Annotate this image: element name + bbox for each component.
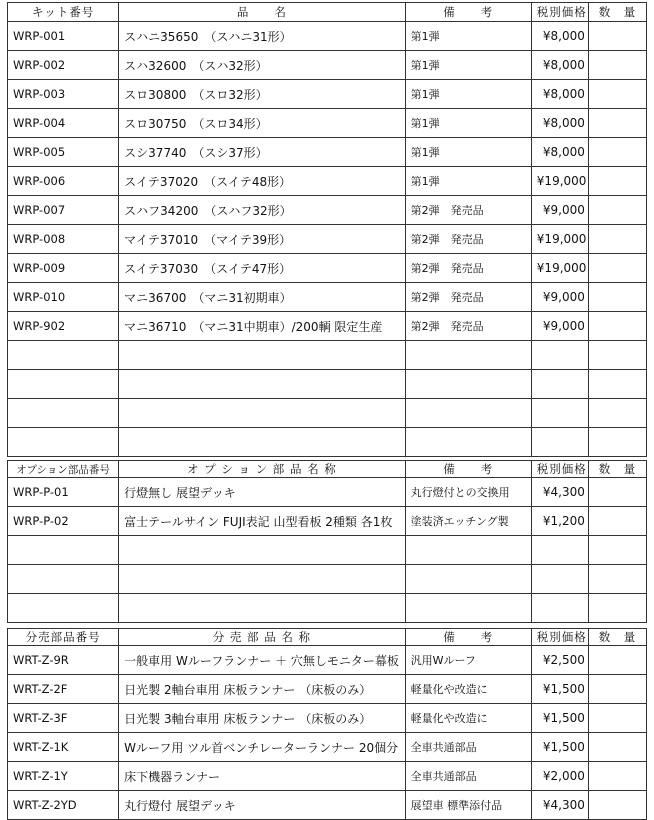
kit-price-cell xyxy=(531,341,588,370)
separate-code-cell: WRT-Z-2F xyxy=(8,675,119,704)
kit-code-cell: WRP-006 xyxy=(8,167,119,196)
kit-note-cell: 第2弾 発売品 xyxy=(405,312,531,341)
kit-name-cell: マニ36710 （マニ31中期車）/200輌 限定生産 xyxy=(119,312,405,341)
option-header-qty: 数 量 xyxy=(588,461,646,478)
kit-note-cell: 第2弾 発売品 xyxy=(405,283,531,312)
option-price-cell xyxy=(531,536,588,565)
separate-row xyxy=(8,646,647,675)
kit-code-cell: WRP-001 xyxy=(8,22,119,51)
option-header-note: 備 考 xyxy=(405,461,531,478)
separate-price-cell: ¥4,300 xyxy=(531,791,588,820)
kit-row xyxy=(8,138,647,167)
kit-price-cell: ¥8,000 xyxy=(531,22,588,51)
option-header-name: オ プ シ ョ ン 部 品 名 称 xyxy=(119,461,405,478)
kit-name-cell xyxy=(119,341,405,370)
kit-note-cell xyxy=(405,399,531,428)
option-code-cell: WRP-P-01 xyxy=(8,478,119,507)
kit-price-cell xyxy=(531,428,588,457)
kit-note-cell: 第1弾 xyxy=(405,51,531,80)
kit-price-cell: ¥8,000 xyxy=(531,51,588,80)
separate-code-cell: WRT-Z-1K xyxy=(8,733,119,762)
option-note-cell: 丸行燈付との交換用 xyxy=(405,478,531,507)
kit-table-body xyxy=(8,22,647,457)
option-header-row xyxy=(8,461,647,478)
kit-note-cell: 第1弾 xyxy=(405,80,531,109)
kit-price-cell: ¥8,000 xyxy=(531,109,588,138)
kit-note-cell: 第1弾 xyxy=(405,109,531,138)
kit-row xyxy=(8,196,647,225)
separate-header-qty: 数 量 xyxy=(588,629,646,646)
kit-price-cell xyxy=(531,399,588,428)
option-quantity-cell[interactable] xyxy=(588,565,646,594)
kit-header-row xyxy=(8,3,647,22)
separate-code-cell: WRT-Z-3F xyxy=(8,704,119,733)
separate-note-cell: 軽量化や改造に xyxy=(405,675,531,704)
option-name-cell: 富士テールサイン FUJI表記 山型看板 2種類 各1枚 xyxy=(119,507,405,536)
kit-row xyxy=(8,283,647,312)
kit-price-cell: ¥9,000 xyxy=(531,312,588,341)
separate-note-cell: 展望車 標準添付品 xyxy=(405,791,531,820)
separate-row xyxy=(8,675,647,704)
kit-quantity-cell[interactable] xyxy=(588,341,646,370)
kit-price-cell: ¥19,000 xyxy=(531,167,588,196)
option-quantity-cell[interactable] xyxy=(588,478,646,507)
option-header-code: オプション部品番号 xyxy=(8,461,119,478)
kit-row xyxy=(8,312,647,341)
kit-price-cell: ¥9,000 xyxy=(531,283,588,312)
separate-row xyxy=(8,762,647,791)
option-price-cell: ¥4,300 xyxy=(531,478,588,507)
option-note-cell xyxy=(405,594,531,623)
option-price-cell xyxy=(531,594,588,623)
kit-quantity-cell[interactable] xyxy=(588,283,646,312)
separate-price-cell: ¥2,000 xyxy=(531,762,588,791)
kit-row xyxy=(8,80,647,109)
option-row xyxy=(8,536,647,565)
kit-header-code: キット番号 xyxy=(8,3,119,22)
separate-header-note: 備 考 xyxy=(405,629,531,646)
option-row xyxy=(8,594,647,623)
kit-quantity-cell[interactable] xyxy=(588,80,646,109)
kit-row xyxy=(8,254,647,283)
option-table-body xyxy=(8,478,647,623)
kit-name-cell: スハニ35650 （スハニ31形） xyxy=(119,22,405,51)
kit-quantity-cell[interactable] xyxy=(588,22,646,51)
kit-price-cell: ¥8,000 xyxy=(531,138,588,167)
kit-name-cell xyxy=(119,428,405,457)
separate-note-cell: 軽量化や改造に xyxy=(405,704,531,733)
kit-row xyxy=(8,109,647,138)
separate-quantity-cell[interactable] xyxy=(588,791,646,820)
separate-header-name: 分 売 部 品 名 称 xyxy=(119,629,405,646)
kit-code-cell: WRP-005 xyxy=(8,138,119,167)
option-code-cell xyxy=(8,594,119,623)
separate-name-cell: Wルーフ用 ツル首ベンチレーターランナー 20個分 xyxy=(119,733,405,762)
kit-name-cell: スロ30800 （スロ32形） xyxy=(119,80,405,109)
separate-name-cell: 床下機器ランナー xyxy=(119,762,405,791)
kit-price-cell: ¥9,000 xyxy=(531,196,588,225)
separate-price-cell: ¥1,500 xyxy=(531,704,588,733)
kit-header-price: 税別価格 xyxy=(531,3,588,22)
separate-name-cell: 日光製 3軸台車用 床板ランナー （床板のみ） xyxy=(119,704,405,733)
option-row xyxy=(8,478,647,507)
kit-row xyxy=(8,225,647,254)
kit-quantity-cell[interactable] xyxy=(588,225,646,254)
kit-code-cell xyxy=(8,399,119,428)
kit-header-name: 品 名 xyxy=(119,3,405,22)
kit-row xyxy=(8,399,647,428)
option-header-price: 税別価格 xyxy=(531,461,588,478)
kit-note-cell xyxy=(405,370,531,399)
kit-price-cell: ¥19,000 xyxy=(531,225,588,254)
option-note-cell xyxy=(405,536,531,565)
separate-code-cell: WRT-Z-2YD xyxy=(8,791,119,820)
kit-quantity-cell[interactable] xyxy=(588,167,646,196)
option-row xyxy=(8,565,647,594)
kit-price-cell xyxy=(531,370,588,399)
separate-quantity-cell[interactable] xyxy=(588,704,646,733)
separate-name-cell: 日光製 2軸台車用 床板ランナー （床板のみ） xyxy=(119,675,405,704)
kit-note-cell xyxy=(405,428,531,457)
kit-quantity-cell[interactable] xyxy=(588,370,646,399)
option-note-cell xyxy=(405,565,531,594)
kit-row xyxy=(8,341,647,370)
separate-price-cell: ¥1,500 xyxy=(531,733,588,762)
option-code-cell xyxy=(8,536,119,565)
kit-row xyxy=(8,51,647,80)
separate-name-cell: 一般車用 Wルーフランナー ＋ 穴無しモニター幕板 xyxy=(119,646,405,675)
kit-quantity-cell[interactable] xyxy=(588,51,646,80)
kit-code-cell: WRP-004 xyxy=(8,109,119,138)
kit-name-cell: スロ30750 （スロ34形） xyxy=(119,109,405,138)
kit-price-cell: ¥8,000 xyxy=(531,80,588,109)
kit-name-cell xyxy=(119,370,405,399)
kit-quantity-cell[interactable] xyxy=(588,312,646,341)
option-row xyxy=(8,507,647,536)
kit-code-cell: WRP-003 xyxy=(8,80,119,109)
kit-quantity-cell[interactable] xyxy=(588,196,646,225)
kit-name-cell xyxy=(119,399,405,428)
kit-header-note: 備 考 xyxy=(405,3,531,22)
option-quantity-cell[interactable] xyxy=(588,536,646,565)
kit-note-cell: 第2弾 発売品 xyxy=(405,225,531,254)
option-name-cell xyxy=(119,565,405,594)
kit-name-cell: スシ37740 （スシ37形） xyxy=(119,138,405,167)
kit-name-cell: マニ36700 （マニ31初期車） xyxy=(119,283,405,312)
kit-name-cell: スイテ37030 （スイテ47形） xyxy=(119,254,405,283)
kit-quantity-cell[interactable] xyxy=(588,399,646,428)
kit-quantity-cell[interactable] xyxy=(588,428,646,457)
separate-code-cell: WRT-Z-9R xyxy=(8,646,119,675)
kit-code-cell: WRP-902 xyxy=(8,312,119,341)
separate-note-cell: 汎用Wルーフ xyxy=(405,646,531,675)
option-note-cell: 塗装済エッチング製 xyxy=(405,507,531,536)
kit-row xyxy=(8,428,647,457)
separate-row xyxy=(8,733,647,762)
kit-name-cell: マイテ37010 （マイテ39形） xyxy=(119,225,405,254)
kit-row xyxy=(8,22,647,51)
separate-quantity-cell[interactable] xyxy=(588,762,646,791)
kit-note-cell: 第1弾 xyxy=(405,167,531,196)
kit-note-cell: 第1弾 xyxy=(405,138,531,167)
separate-row xyxy=(8,791,647,820)
option-name-cell xyxy=(119,594,405,623)
kit-code-cell: WRP-002 xyxy=(8,51,119,80)
option-name-cell xyxy=(119,536,405,565)
separate-row xyxy=(8,704,647,733)
separate-header-row xyxy=(8,629,647,646)
separate-table-body xyxy=(8,646,647,820)
kit-name-cell: スイテ37020 （スイテ48形） xyxy=(119,167,405,196)
kit-price-cell: ¥19,000 xyxy=(531,254,588,283)
separate-parts-table xyxy=(7,628,647,820)
option-quantity-cell[interactable] xyxy=(588,594,646,623)
kit-note-cell: 第2弾 発売品 xyxy=(405,196,531,225)
kit-code-cell: WRP-007 xyxy=(8,196,119,225)
separate-quantity-cell[interactable] xyxy=(588,675,646,704)
kit-quantity-cell[interactable] xyxy=(588,109,646,138)
option-code-cell xyxy=(8,565,119,594)
separate-quantity-cell[interactable] xyxy=(588,646,646,675)
option-price-cell xyxy=(531,565,588,594)
kit-note-cell: 第1弾 xyxy=(405,22,531,51)
separate-note-cell: 全車共通部品 xyxy=(405,733,531,762)
kit-name-cell: スハフ34200 （スハフ32形） xyxy=(119,196,405,225)
kit-quantity-cell[interactable] xyxy=(588,138,646,167)
separate-price-cell: ¥1,500 xyxy=(531,675,588,704)
kit-code-cell: WRP-010 xyxy=(8,283,119,312)
separate-quantity-cell[interactable] xyxy=(588,733,646,762)
kit-row xyxy=(8,370,647,399)
separate-name-cell: 丸行燈付 展望デッキ xyxy=(119,791,405,820)
kit-name-cell: スハ32600 （スハ32形） xyxy=(119,51,405,80)
separate-header-code: 分売部品番号 xyxy=(8,629,119,646)
option-quantity-cell[interactable] xyxy=(588,507,646,536)
kit-note-cell xyxy=(405,341,531,370)
kit-code-cell: WRP-008 xyxy=(8,225,119,254)
kit-note-cell: 第2弾 発売品 xyxy=(405,254,531,283)
option-code-cell: WRP-P-02 xyxy=(8,507,119,536)
separate-note-cell: 全車共通部品 xyxy=(405,762,531,791)
kit-table xyxy=(7,2,647,457)
separate-code-cell: WRT-Z-1Y xyxy=(8,762,119,791)
kit-header-qty: 数 量 xyxy=(588,3,646,22)
separate-price-cell: ¥2,500 xyxy=(531,646,588,675)
kit-code-cell xyxy=(8,428,119,457)
option-name-cell: 行燈無し 展望デッキ xyxy=(119,478,405,507)
kit-row xyxy=(8,167,647,196)
separate-header-price: 税別価格 xyxy=(531,629,588,646)
kit-code-cell xyxy=(8,370,119,399)
kit-code-cell: WRP-009 xyxy=(8,254,119,283)
kit-code-cell xyxy=(8,341,119,370)
kit-quantity-cell[interactable] xyxy=(588,254,646,283)
option-price-cell: ¥1,200 xyxy=(531,507,588,536)
option-table xyxy=(7,460,647,623)
